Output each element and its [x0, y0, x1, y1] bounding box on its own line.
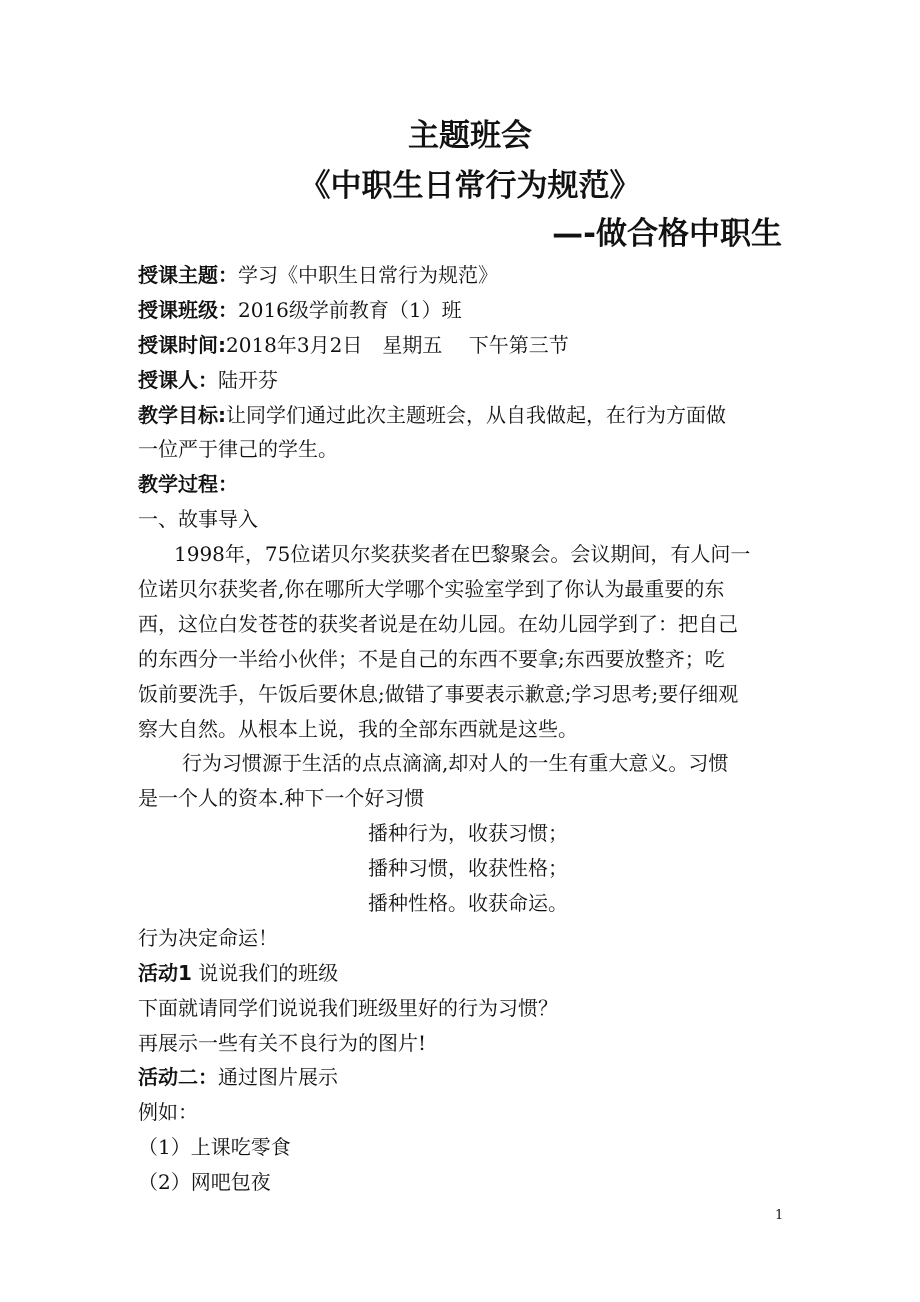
poem-line: 播种性格。收获命运。: [368, 891, 568, 916]
teacher-label: 授课人：: [138, 367, 218, 392]
teacher-line: [138, 363, 784, 398]
activity2-heading: [138, 1060, 784, 1095]
class-value: 2016级学前教育（1）班: [238, 297, 462, 322]
class-label: 授课班级：: [138, 297, 238, 322]
habit-paragraph-line: 是一个人的资本.种下一个好习惯: [138, 786, 425, 811]
process-label: 教学过程：: [138, 472, 238, 497]
story-paragraph-line: 1998年，75位诺贝尔奖获奖者在巴黎聚会。会议期间，有人问一: [174, 542, 751, 567]
activity2-title: 通过图片展示: [218, 1065, 338, 1090]
main-title: 主题班会: [408, 118, 532, 154]
activity2-label: 活动二：: [138, 1065, 218, 1090]
goal-label: 教学目标:: [138, 402, 226, 427]
time-value: 2018年3月2日 星期五 下午第三节: [226, 332, 569, 357]
story-paragraph-line: 西，这位白发苍苍的获奖者说是在幼儿园。在幼儿园学到了：把自己: [138, 611, 738, 636]
topic-line: [138, 258, 784, 293]
teacher-value: 陆开芬: [218, 367, 278, 392]
activity1-line-1: 下面就请同学们说说我们班级里好的行为习惯？: [138, 995, 558, 1020]
document-body: [138, 258, 784, 1200]
example-label: 例如：: [138, 1100, 198, 1125]
goal-line-1: [138, 398, 784, 433]
page-number: 1: [775, 1208, 784, 1223]
topic-label: 授课主题：: [138, 263, 238, 287]
time-label: 授课时间:: [138, 332, 226, 357]
poem-line: 播种习惯，收获性格；: [368, 856, 568, 881]
story-paragraph-line: 饭前要洗手，午饭后要休息;做错了事要表示歉意;学习思考;要仔细观: [138, 681, 739, 706]
goal-value-1: 让同学们通过此次主题班会，从自我做起，在行为方面做: [226, 402, 726, 427]
story-paragraph-line: 位诺贝尔获奖者,你在哪所大学哪个实验室学到了你认为最重要的东: [138, 577, 725, 602]
topic-value: 学习《中职生日常行为规范》: [238, 263, 498, 287]
time-line: [138, 328, 784, 363]
habit-paragraph-line: 行为习惯源于生活的点点滴滴,却对人的一生有重大意义。习惯: [182, 751, 729, 776]
poem-line: 播种行为，收获习惯；: [368, 821, 568, 846]
class-line: [138, 293, 784, 328]
story-paragraph-line: 察大自然。从根本上说，我的全部东西就是这些。: [138, 716, 578, 741]
story-paragraph-line: 的东西分一半给小伙伴；不是自己的东西不要拿;东西要放整齐；吃: [138, 646, 725, 671]
activity1-line-2: 再展示一些有关不良行为的图片!: [138, 1030, 427, 1055]
activity1-title: 说说我们的班级: [198, 960, 339, 985]
activity1-label: 活动1: [138, 960, 192, 985]
goal-line-2: 一位严于律己的学生。: [138, 437, 338, 462]
activity1-heading: [138, 956, 784, 991]
document-title: 《中职生日常行为规范》: [299, 168, 641, 204]
conclusion-line: 行为决定命运！: [138, 925, 278, 950]
example-item: （1）上课吃零食: [138, 1135, 291, 1160]
subtitle: —-做合格中职生: [552, 216, 782, 252]
example-item: （2）网吧包夜: [138, 1170, 271, 1195]
section1-heading: 一、故事导入: [138, 507, 258, 532]
